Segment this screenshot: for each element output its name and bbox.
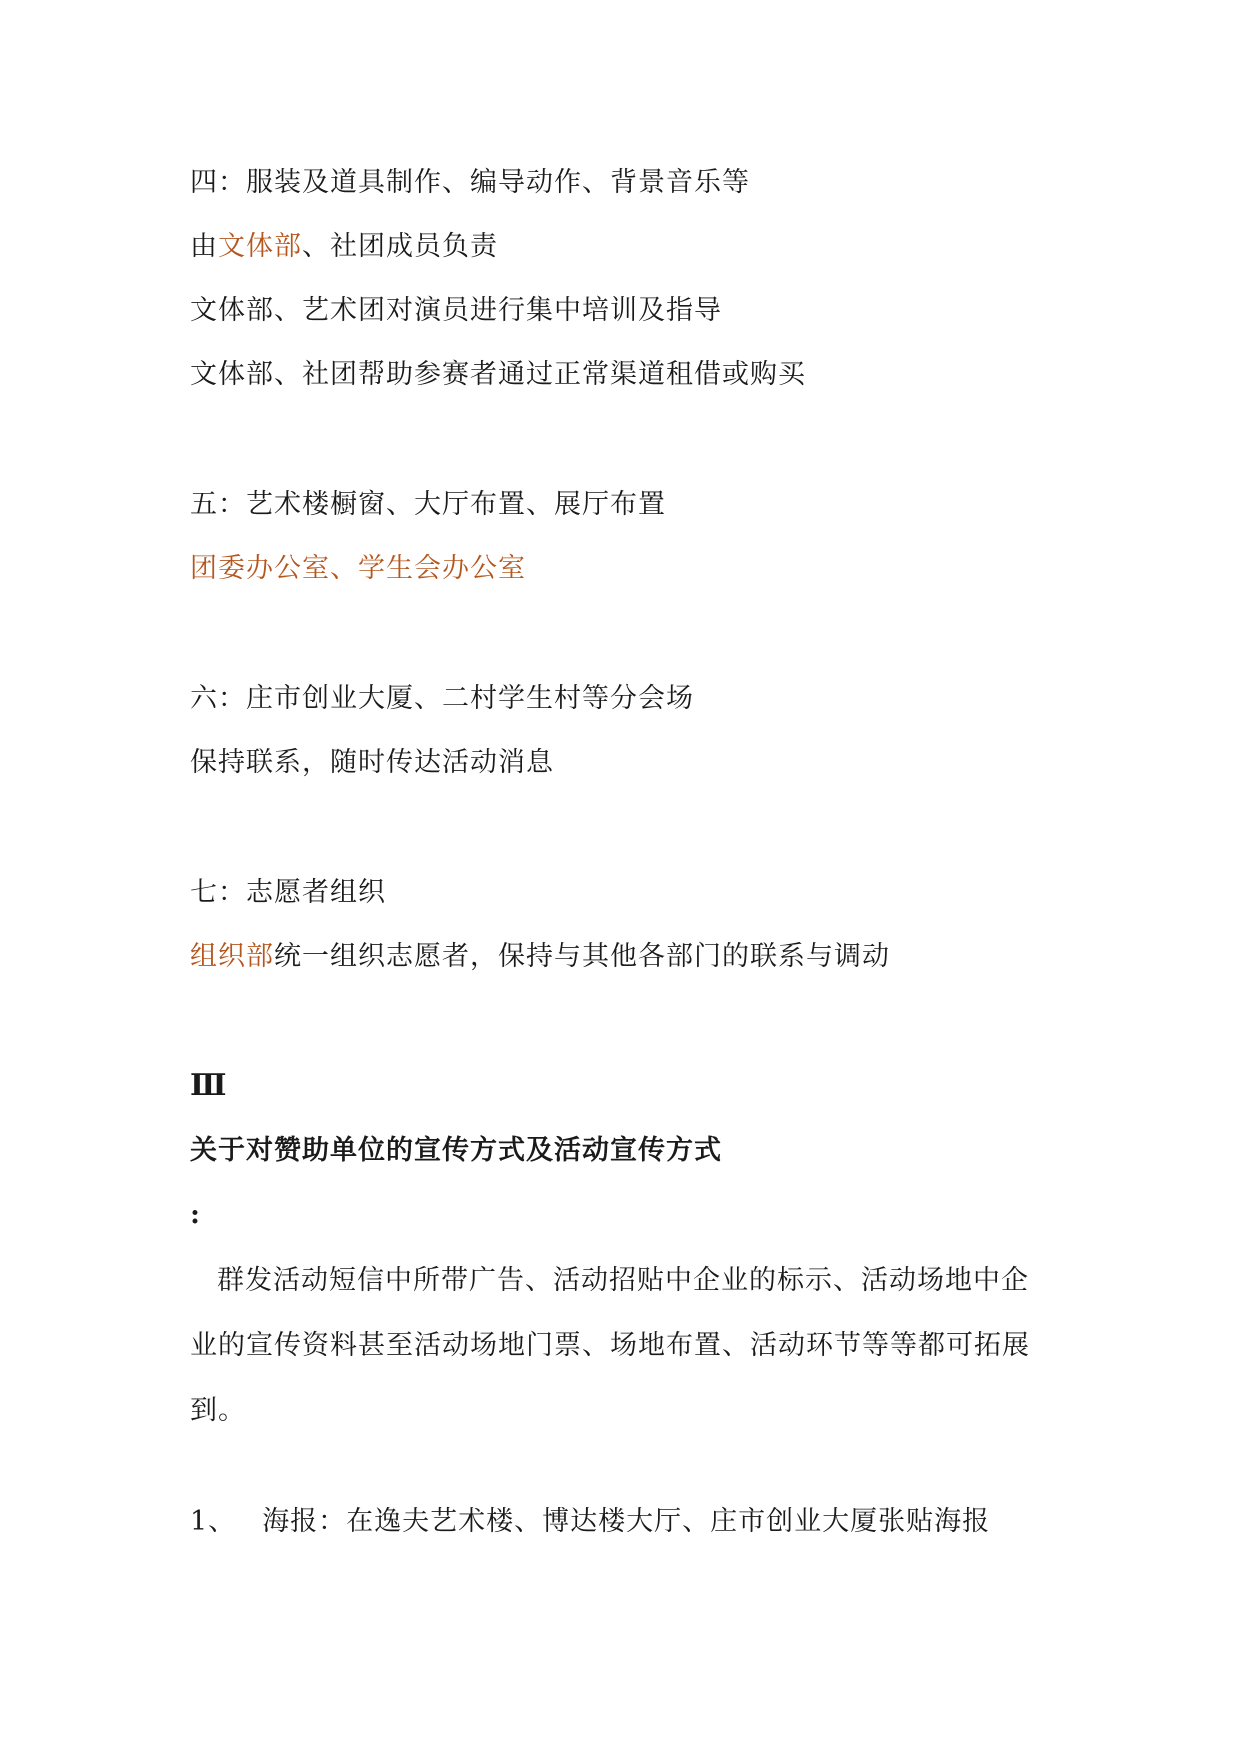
section-4-line-1-accent: 文体部 (218, 231, 302, 262)
section-4-line-1 (190, 229, 498, 265)
section-7-line-1-suffix: 统一组织志愿者，保持与其他各部门的联系与调动 (274, 941, 890, 972)
section-5-heading: 五：艺术楼橱窗、大厅布置、展厅布置 (190, 489, 666, 520)
part-3-item-1-number: 1、 (190, 1506, 237, 1537)
section-4-line-1-prefix: 由 (190, 231, 218, 262)
part-3-paragraph: 群发活动短信中所带广告、活动招贴中企业的标示、活动场地中企业的宣传资料甚至活动场地门票、场地布置、活动环节等等都可拓展到。 (190, 1265, 1030, 1426)
section-6-line-1: 保持联系，随时传达活动消息 (190, 747, 554, 778)
part-3-title: 关于对赞助单位的宣传方式及活动宣传方式 (190, 1135, 722, 1166)
section-5-line-1: 团委办公室、学生会办公室 (190, 553, 526, 584)
section-6-heading: 六：庄市创业大厦、二村学生村等分会场 (190, 683, 694, 714)
section-7-heading: 七：志愿者组织 (190, 877, 386, 908)
part-3-colon: : (190, 1199, 201, 1230)
section-4-line-3: 文体部、社团帮助参赛者通过正常渠道租借或购买 (190, 359, 806, 390)
section-4-line-1-suffix: 、社团成员负责 (302, 231, 498, 262)
section-4-line-2: 文体部、艺术团对演员进行集中培训及指导 (190, 295, 722, 326)
section-4-heading: 四：服装及道具制作、编导动作、背景音乐等 (190, 167, 750, 198)
part-3-item-1-text: 海报：在逸夫艺术楼、博达楼大厅、庄市创业大厦张贴海报 (262, 1506, 991, 1537)
part-3-item-1 (190, 1504, 990, 1540)
section-7-line-1-accent: 组织部 (190, 941, 274, 972)
section-7-line-1 (190, 939, 890, 975)
part-3-numeral: Ⅲ (190, 1069, 228, 1102)
